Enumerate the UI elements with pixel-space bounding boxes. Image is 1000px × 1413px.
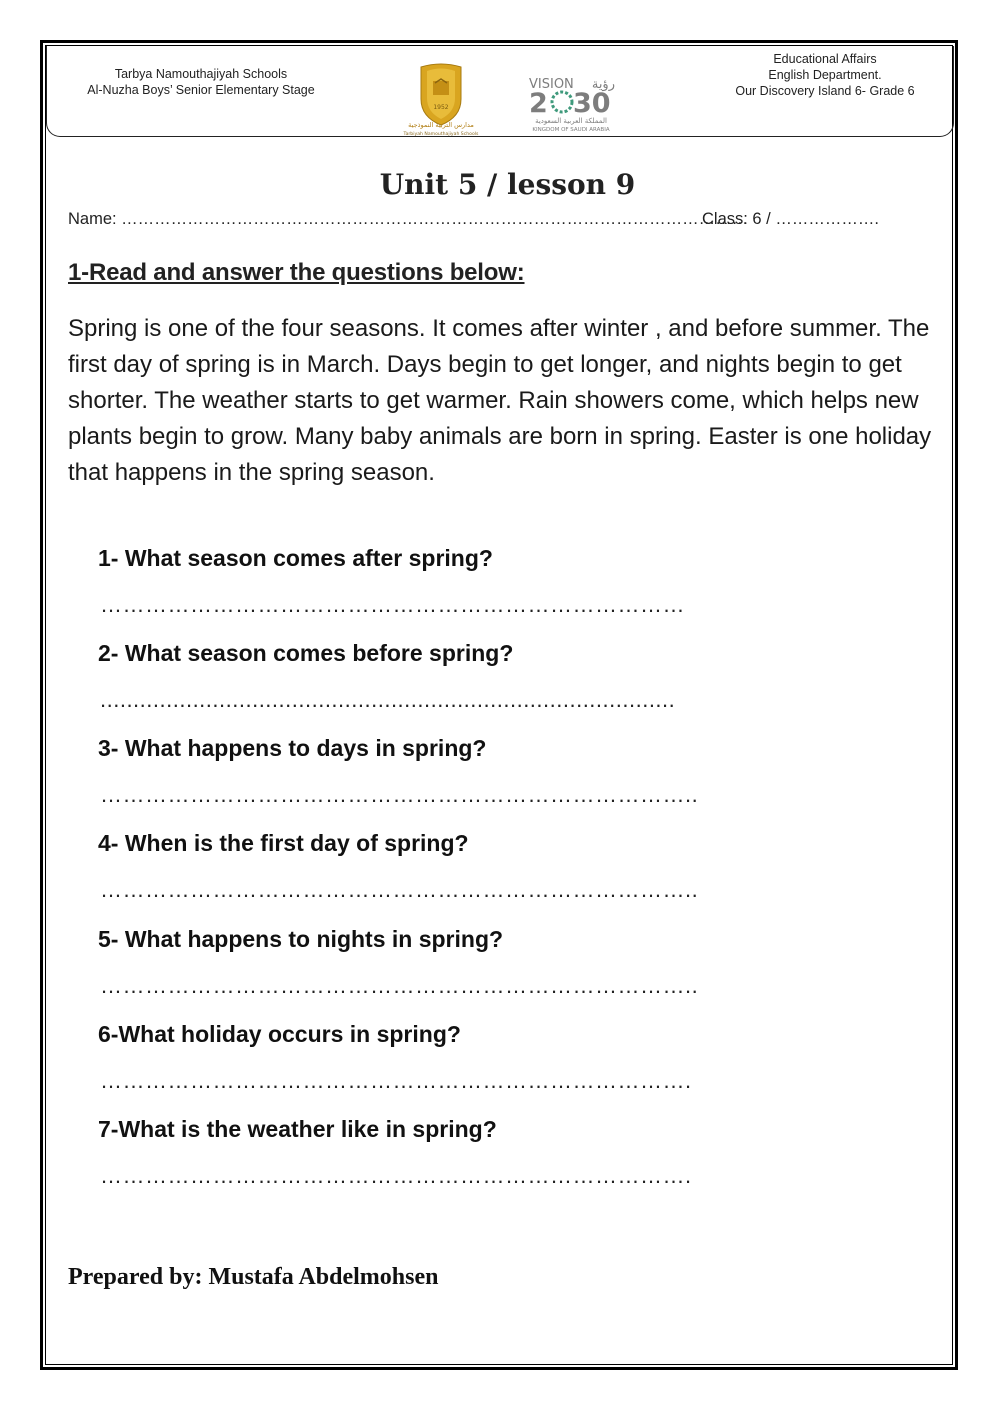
reading-passage: Spring is one of the four seasons. It comes after winter , and before summer. The first day of spring is in March. Days begin to get longer, and nights begin to get shorter. The weather starts to get warmer. Rain showers come, which helps new plants begin to grow. Many baby animals are born in spring. Easter is one holiday that happens in the spring season.	[68, 315, 932, 486]
question-1: 1- What season comes after spring?	[98, 545, 493, 571]
answer-line-5[interactable]: ……………………………………………………………………..	[100, 973, 699, 998]
school-info	[56, 66, 346, 98]
vision-year-30: 30	[573, 88, 611, 119]
vision-word: VISION	[529, 77, 574, 92]
logo-english-text: Tarbiyah Namouthajiyah Schools	[403, 132, 479, 137]
answer-line-2[interactable]: .......................................................................................	[100, 687, 676, 712]
prepared-by: Prepared by: Mustafa Abdelmohsen	[68, 1264, 439, 1290]
name-field[interactable]: Name: ……………………………………………………………………………………………………	[68, 210, 749, 228]
educational-affairs: Educational Affairs	[773, 52, 877, 66]
answer-line-3[interactable]: ……………………………………………………………………..	[100, 782, 699, 807]
logo-year: 1952	[433, 104, 449, 111]
vision-year-2: 2	[529, 88, 548, 119]
page-title: Unit 5 / lesson 9	[379, 168, 636, 201]
question-6: 6-What holiday occurs in spring?	[98, 1021, 461, 1047]
vision-2030-logo-icon	[515, 66, 627, 136]
vision-arabic: رؤية	[591, 77, 615, 92]
school-name: Tarbya Namouthajiyah Schools	[114, 67, 288, 81]
answer-line-1[interactable]: ……………………………………………………………………	[100, 592, 685, 617]
english-department: English Department.	[768, 68, 882, 82]
answer-line-7[interactable]: …………………………………………………………………….	[100, 1163, 692, 1188]
class-field[interactable]: Class: 6 / ……………….	[702, 210, 879, 228]
vision-sub-english: KINGDOM OF SAUDI ARABIA	[532, 127, 610, 133]
school-stage: Al-Nuzha Boys’ Senior Elementary Stage	[87, 83, 315, 97]
question-2: 2- What season comes before spring?	[98, 640, 514, 666]
section-heading: 1-Read and answer the questions below:	[68, 259, 525, 286]
logo-arabic-text: مدارس التربية النموذجية	[408, 121, 474, 129]
course-grade: Our Discovery Island 6- Grade 6	[735, 84, 915, 98]
question-4: 4- When is the first day of spring?	[98, 830, 469, 856]
question-5: 5- What happens to nights in spring?	[98, 926, 504, 952]
vision-sub-arabic: المملكة العربية السعودية	[535, 117, 607, 125]
department-info	[720, 51, 930, 99]
school-logo-icon	[395, 61, 487, 137]
answer-line-4[interactable]: ……………………………………………………………………..	[100, 877, 699, 902]
question-7: 7-What is the weather like in spring?	[98, 1116, 497, 1142]
answer-line-6[interactable]: …………………………………………………………………….	[100, 1068, 692, 1093]
question-3: 3- What happens to days in spring?	[98, 735, 487, 761]
